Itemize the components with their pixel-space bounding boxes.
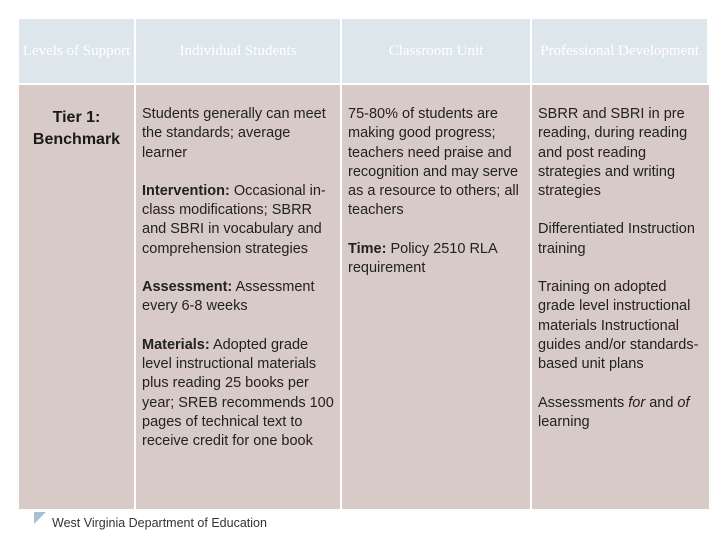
materials-text: Adopted grade level instructional materials plus reading 25 books per year; SREB recommends 100 pages of technical text to receive credit for one book	[142, 336, 334, 450]
footer-text: West Virginia Department of Education	[52, 516, 267, 530]
header-professional-development: Professional Development	[532, 19, 709, 83]
pd-p4-part-b: and	[645, 394, 678, 411]
pd-paragraph-4	[538, 394, 703, 433]
pd-paragraph-1: SBRR and SBRI in pre reading, during reading and post reading strategies and writing strategies	[538, 106, 688, 200]
time-label: Time:	[348, 240, 387, 257]
assessment-text: Assessment every 6-8 weeks	[142, 279, 315, 315]
tier-level: Benchmark	[32, 131, 121, 148]
pd-paragraph-2: Differentiated Instruction training	[538, 221, 695, 257]
assessment-paragraph	[142, 278, 334, 317]
intervention-paragraph	[142, 182, 334, 259]
assessment-label: Assessment:	[142, 279, 233, 296]
intervention-text: Occasional in-class modifications; SBRR and SBRI in vocabulary and comprehension strategies	[142, 182, 326, 257]
pd-p4-of: of	[677, 394, 690, 411]
pd-p4-for: for	[628, 394, 646, 411]
tier-label: Tier 1:	[52, 109, 101, 126]
materials-paragraph	[142, 336, 334, 452]
pd-p4-part-c: learning	[538, 413, 590, 430]
intervention-label: Intervention:	[142, 182, 230, 199]
classroom-intro: 75-80% of students are making good progress; teachers need praise and recognition and may serve as a resource to others; all teachers	[348, 106, 519, 219]
header-classroom-unit: Classroom Unit	[342, 19, 532, 83]
tier-cell	[19, 83, 136, 509]
pd-p4-part-a: Assessments	[538, 394, 629, 411]
support-levels-table	[19, 19, 709, 509]
time-text: Policy 2510 RLA requirement	[348, 240, 497, 277]
header-individual-students: Individual Students	[136, 19, 342, 83]
header-levels-of-support: Levels of Support	[19, 19, 136, 83]
footer-triangle-icon	[34, 512, 46, 524]
classroom-unit-cell	[342, 83, 532, 509]
individual-intro: Students generally can meet the standards; average learner	[142, 106, 326, 161]
pd-paragraph-3: Training on adopted grade level instructional materials Instructional guides and/or standards-based unit plans	[538, 279, 699, 373]
time-paragraph	[348, 240, 524, 279]
professional-development-cell	[532, 83, 709, 509]
individual-students-cell	[136, 83, 342, 509]
materials-label: Materials:	[142, 336, 210, 353]
